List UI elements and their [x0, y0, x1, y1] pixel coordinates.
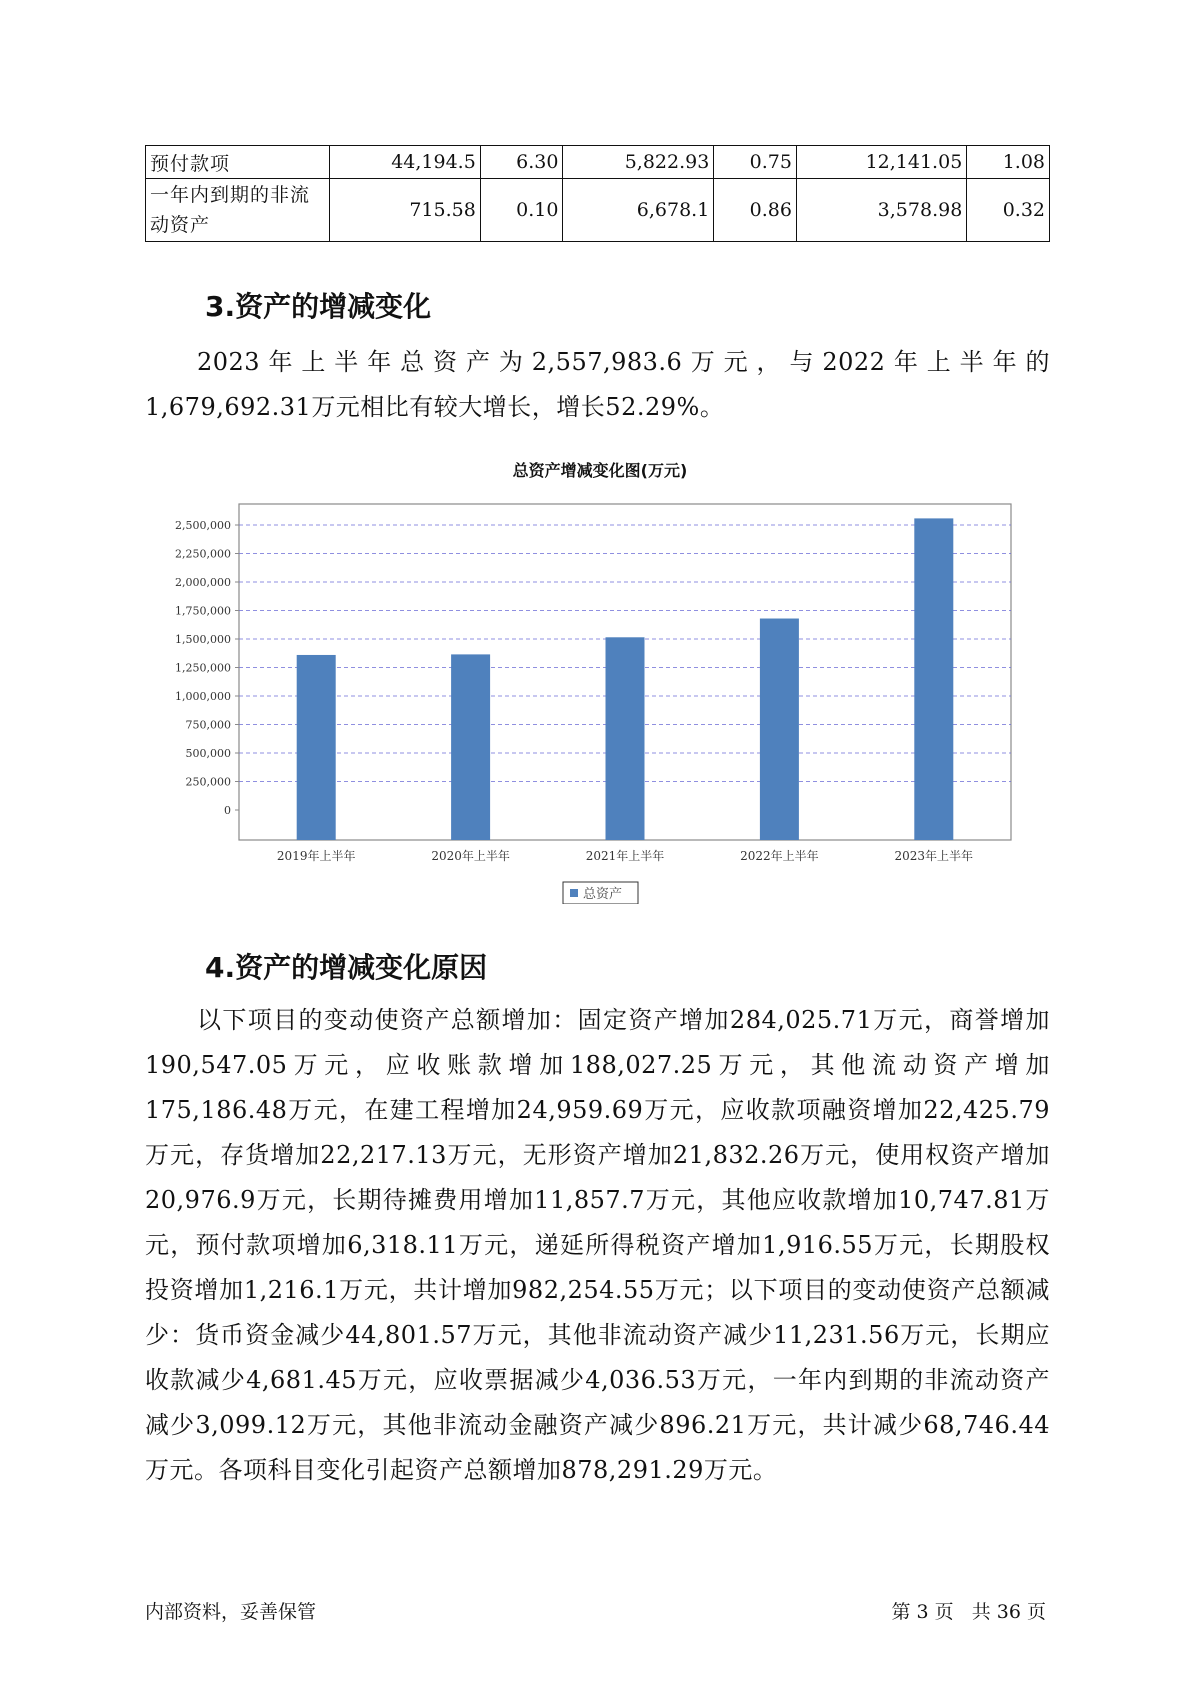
- section3-paragraph: 2023年上半年总资产为2,557,983.6万元，与2022年上半年的1,679,692.31万元相比有较大增长，增长52.29%。: [145, 348, 1050, 421]
- table-cell: 1.08: [967, 146, 1050, 179]
- total-assets-bar-chart: [160, 452, 1030, 904]
- table-cell: 5,822.93: [563, 146, 714, 179]
- bar: [297, 655, 336, 840]
- table-cell: 715.58: [330, 179, 481, 242]
- x-tick-label: 2022年上半年: [740, 849, 819, 863]
- legend-label: 总资产: [583, 887, 623, 902]
- y-tick-label: 1,250,000: [175, 661, 231, 675]
- x-tick-label: 2023年上半年: [894, 849, 974, 863]
- row-label: 预付款项: [146, 146, 330, 179]
- y-tick-label: 1,000,000: [175, 690, 231, 703]
- bar: [451, 654, 490, 840]
- table-row: [146, 146, 1050, 179]
- table-row: [146, 179, 1050, 242]
- section4-heading: 4.资产的增减变化原因: [205, 951, 488, 984]
- y-tick-label: 2,000,000: [175, 576, 231, 589]
- table-cell: 44,194.5: [330, 146, 481, 179]
- row-label-line1: 一年内到期的非流: [150, 184, 311, 206]
- table-cell: 0.10: [480, 179, 563, 242]
- table-cell: 0.75: [714, 146, 797, 179]
- bar: [606, 637, 645, 840]
- x-tick-label: 2019年上半年: [276, 849, 356, 863]
- bar: [914, 518, 953, 840]
- legend-swatch: [570, 889, 578, 897]
- row-label-line2: 动资产: [150, 214, 211, 236]
- x-tick-label: 2020年上半年: [431, 849, 510, 863]
- bar: [760, 619, 799, 840]
- legend: [563, 882, 638, 904]
- y-tick-label: 2,250,000: [175, 547, 231, 561]
- footer-page-number: 第 3 页 共 36 页: [891, 1601, 1046, 1623]
- section4-paragraph: 以下项目的变动使资产总额增加：固定资产增加284,025.71万元，商誉增加190,547.05万元，应收账款增加188,027.25万元，其他流动资产增加175,186.48万元，在建工程增加24,959.69万元，应收款项融资增加22,425.79万元，存货增加22,217.13万元，无形资产增加21,832.26万元，使用权资产增加20,976.9万元，长期待摊费用增加11,857.7万元，其他应收款增加10,747.81万元，预付款项增加6,318.11万元，递延所得税资产增加1,916.55万元，长期股权投资增加1,216.1万元，共计增加982,254.55万元；以下项目的变动使资产总额减少：货币资金减少44,801.57万元，其他非流动资产减少11,231.56万元，长期应收款减少4,681.45万元，应收票据减少4,036.53万元，一年内到期的非流动资产减少3,099.12万元，其他非流动金融资产减少896.21万元，共计减少68,746.44万元。各项科目变化引起资产总额增加878,291.29万元。: [145, 1006, 1050, 1484]
- x-tick-label: 2021年上半年: [585, 849, 665, 863]
- y-tick-label: 2,500,000: [175, 519, 231, 532]
- table-cell: 6.30: [480, 146, 563, 179]
- table-cell: 6,678.1: [563, 179, 714, 242]
- y-tick-label: 1,750,000: [175, 604, 231, 618]
- y-tick-label: 0: [224, 804, 231, 817]
- y-tick-label: 250,000: [185, 775, 231, 789]
- chart-title: 总资产增减变化图(万元): [512, 461, 688, 480]
- y-tick-label: 500,000: [185, 747, 231, 760]
- table-cell: 0.86: [714, 179, 797, 242]
- footer-left: 内部资料，妥善保管: [145, 1601, 317, 1623]
- table-cell: 0.32: [967, 179, 1050, 242]
- table-cell: 3,578.98: [796, 179, 966, 242]
- y-axis-ticks: [175, 519, 239, 817]
- y-tick-label: 750,000: [185, 718, 231, 732]
- section3-heading: 3.资产的增减变化: [205, 290, 432, 323]
- row-label: [146, 179, 330, 242]
- asset-table: [145, 145, 1050, 242]
- y-tick-label: 1,500,000: [175, 633, 231, 646]
- table-cell: 12,141.05: [796, 146, 966, 179]
- x-axis-labels: [277, 848, 973, 863]
